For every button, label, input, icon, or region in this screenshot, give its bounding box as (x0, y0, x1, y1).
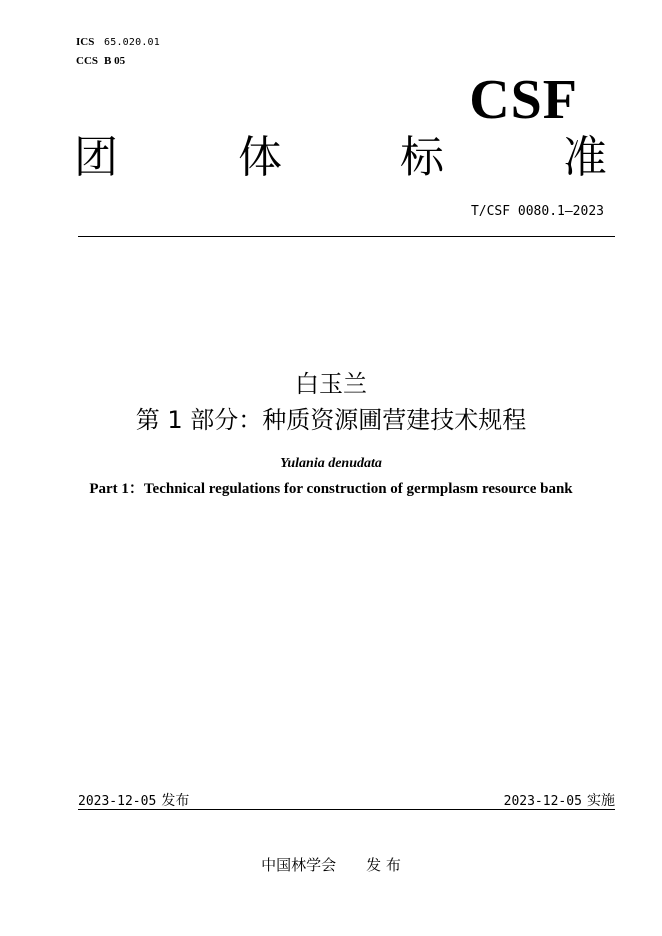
standard-number: T/CSF 0080.1—2023 (470, 204, 604, 219)
publisher-line (0, 854, 662, 875)
publisher-action: 发 布 (366, 856, 401, 874)
standard-type-char-2: 体 (238, 132, 282, 183)
implement-label: 实施 (587, 793, 615, 809)
ccs-line (76, 51, 160, 69)
standard-type-char-1: 团 (74, 132, 118, 183)
footer-divider (78, 809, 615, 810)
ics-value: 65.020.01 (104, 37, 160, 48)
title-zh-part: 第 1 部分：种质资源圃营建技术规程 (135, 406, 527, 434)
csf-logo: CSF (469, 69, 578, 131)
publisher-org: 中国林学会 (261, 856, 337, 874)
publish-date: 2023-12-05 (78, 794, 157, 809)
title-en-latin: Yulania denudata (280, 456, 382, 471)
header-divider (78, 236, 615, 237)
ccs-label: CCS (76, 55, 99, 67)
ics-line (76, 32, 160, 51)
implement-date-block (504, 790, 615, 810)
classification-block (76, 32, 160, 69)
ccs-value: B 05 (104, 55, 126, 67)
implement-date: 2023-12-05 (503, 794, 582, 809)
title-zh-main: 白玉兰 (295, 370, 367, 398)
title-en-part: Part 1：Technical regulations for construction of germplasm resource bank (89, 481, 573, 497)
ics-label: ICS (76, 36, 95, 48)
standard-type-char-4: 准 (563, 132, 607, 183)
publish-label: 发布 (161, 793, 190, 809)
standard-type-char-3: 标 (400, 132, 444, 183)
publish-date-block (78, 790, 189, 810)
